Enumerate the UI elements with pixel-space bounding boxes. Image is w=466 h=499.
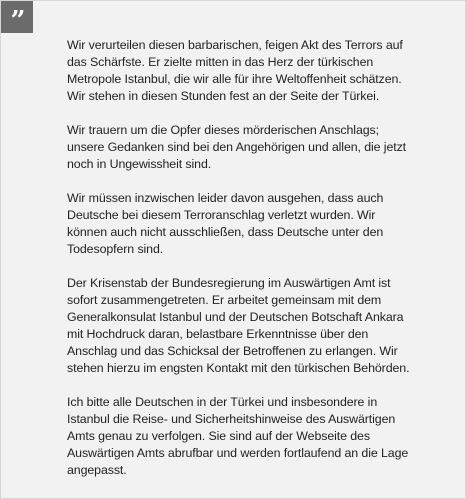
quote-paragraph: Der Krisenstab der Bundesregierung im Auswärtigen Amt ist sofort zusammengetreten. Er arbeitet gemeinsam mit dem Generalkonsulat Istanbul und der Deutschen Botschaft Ankara mit Hochdruck daran, belastbare Erkenntnisse über den Anschlag und das Schicksal der Betroffenen zu erlangen. Wir stehen hierzu im engsten Kontakt mit den türkischen Behörden. — [67, 276, 410, 375]
quote-paragraph: Wir müssen inzwischen leider davon ausgehen, dass auch Deutsche bei diesem Terroranschlag verletzt wurden. Wir können auch nicht ausschließen, dass Deutsche unter den Todesopfern sind. — [67, 191, 384, 256]
quote-paragraph: Ich bitte alle Deutschen in der Türkei und insbesondere in Istanbul die Reise- und Sicherheitshinweise des Auswärtigen Amts genau zu verfolgen. Sie sind auf der Webseite des Auswärtigen Amts abrufbar und werden fortlaufend an die Lage angepasst. — [67, 395, 409, 477]
quote-text — [67, 37, 415, 479]
quote-badge — [1, 1, 33, 36]
quote-paragraph: Wir verurteilen diesen barbarischen, feigen Akt des Terrors auf das Schärfste. Er zielte mitten in das Herz der türkischen Metropole Istanbul, die wir alle für ihre Weltoffenheit schätzen. Wir stehen in diesen Stunden fest an der Seite der Türkei. — [67, 38, 403, 103]
quote-icon: ” — [10, 6, 24, 36]
quote-paragraph: Wir trauern um die Opfer dieses mörderischen Anschlags; unsere Gedanken sind bei den Angehörigen und allen, die jetzt noch in Ungewissheit sind. — [67, 123, 407, 171]
